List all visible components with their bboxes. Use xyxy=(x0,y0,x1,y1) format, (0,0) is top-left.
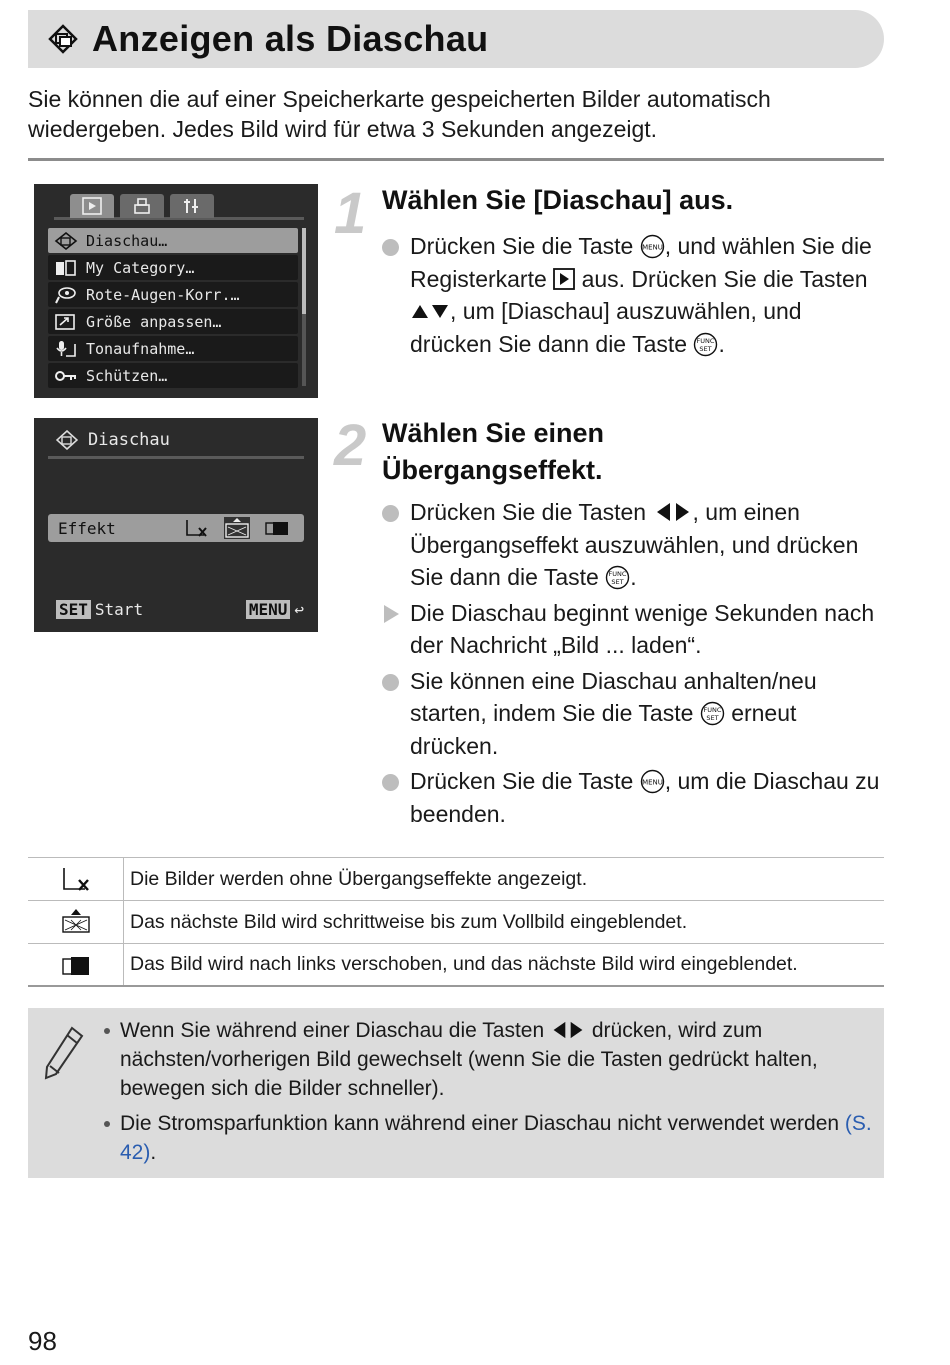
step-1-heading: Wählen Sie [Diaschau] aus. xyxy=(382,185,734,215)
playback-menu-list xyxy=(48,228,298,390)
step-2-bullet-3: Sie können eine Diaschau anhalten/neu starten, indem Sie die Taste FUNC SET erneut drücken. xyxy=(382,665,882,763)
step-number-2: 2 xyxy=(334,413,367,478)
bullet-dot xyxy=(382,774,399,791)
camera-menu-screen xyxy=(34,184,318,398)
slide-left-icon xyxy=(59,951,93,979)
left-right-arrows-icon xyxy=(550,1020,586,1040)
svg-text:FUNC: FUNC xyxy=(696,336,715,345)
step-2-bullet-1: Drücken Sie die Tasten , um einen Übergangseffekt auszuwählen, und drücken Sie dann die Taste FUNC SET . xyxy=(382,496,882,594)
menu-item-sound-memo: Tonaufnahme… xyxy=(48,336,298,361)
tab-settings xyxy=(170,194,214,218)
step-2-bullet-2: Die Diaschau beginnt wenige Sekunden nach der Nachricht „Bild ... laden“. xyxy=(382,597,882,662)
step-1-bullet: Drücken Sie die Taste MENU , und wählen Sie die Registerkarte aus. Drücken Sie die Tasten , um [Diaschau] auszuwählen, und drücken Sie dann die Taste FUNC SET . xyxy=(382,230,882,360)
svg-text:MENU: MENU xyxy=(641,243,663,252)
slideshow-icon xyxy=(54,232,78,250)
svg-text:FUNC: FUNC xyxy=(703,706,722,714)
menu-button-icon xyxy=(640,234,665,259)
svg-text:MENU: MENU xyxy=(641,778,663,787)
bullet-dot xyxy=(382,674,399,691)
svg-text:SET: SET xyxy=(699,344,713,353)
slideshow-footer: SET Start MENU ↩ xyxy=(56,600,304,619)
result-arrow xyxy=(384,605,399,623)
camera-slideshow-screen xyxy=(34,418,318,632)
intro-text: Sie können die auf einer Speicherkarte gespeicherten Bilder automatisch wiedergeben. Jedes Bild wird für etwa 3 Sekunden angezeigt. xyxy=(28,86,771,142)
menu-item-protect: Schützen… xyxy=(48,363,298,388)
no-effect-icon xyxy=(184,517,210,539)
note-list xyxy=(104,1016,874,1173)
page-number: 98 xyxy=(28,1326,57,1356)
table-row: Die Bilder werden ohne Übergangseffekte angezeigt. xyxy=(28,858,884,901)
step-number-1: 1 xyxy=(334,181,367,246)
print-tab-icon xyxy=(132,197,152,215)
svg-text:SET: SET xyxy=(706,714,719,722)
step-1-instructions xyxy=(382,230,882,363)
red-eye-icon xyxy=(54,286,78,304)
fade-in-icon xyxy=(224,517,250,539)
bullet-dot xyxy=(382,239,399,256)
step-2-heading: Wählen Sie einen Übergangseffekt. xyxy=(382,418,605,485)
step-2-instructions xyxy=(382,496,882,833)
svg-text:FUNC: FUNC xyxy=(608,570,627,578)
settings-tab-icon xyxy=(182,197,202,215)
fade-in-icon xyxy=(59,908,93,936)
menu-item-my-category: My Category… xyxy=(48,255,298,280)
tab-print xyxy=(120,194,164,218)
pencil-icon xyxy=(42,1024,86,1080)
menu-item-diaschau: Diaschau… xyxy=(48,228,298,253)
func-set-button-icon xyxy=(693,332,718,357)
slide-left-icon xyxy=(264,517,290,539)
menu-item-resize: Größe anpassen… xyxy=(48,309,298,334)
category-icon xyxy=(54,259,78,277)
effect-setting-row: Effekt xyxy=(48,514,304,542)
page-reference-link[interactable]: (S. 42) xyxy=(120,1112,872,1164)
slideshow-header: Diaschau xyxy=(56,430,170,450)
note-item-2: Die Stromsparfunktion kann während einer Diaschau nicht verwendet werden (S. 42). xyxy=(104,1109,874,1167)
menu-item-red-eye: Rote-Augen-Korr.… xyxy=(48,282,298,307)
divider xyxy=(48,456,304,459)
playback-tab-icon xyxy=(553,268,575,290)
table-row: Das nächste Bild wird schrittweise bis zum Vollbild eingeblendet. xyxy=(28,901,884,944)
effects-table xyxy=(28,857,884,987)
svg-text:SET: SET xyxy=(611,578,624,586)
slideshow-icon xyxy=(56,430,78,450)
menu-tabs xyxy=(54,194,304,220)
scrollbar-thumb xyxy=(302,228,306,314)
slideshow-icon xyxy=(48,24,78,54)
resize-icon xyxy=(54,313,78,331)
key-icon xyxy=(54,367,78,385)
step-2-bullet-4: Drücken Sie die Taste MENU , um die Diaschau zu beenden. xyxy=(382,765,882,830)
up-down-arrows-icon xyxy=(410,301,450,321)
section-title-bar xyxy=(28,10,884,68)
back-icon: ↩ xyxy=(294,600,304,619)
no-effect-icon xyxy=(59,865,93,893)
note-item-1: Wenn Sie während einer Diaschau die Tasten drücken, wird zum nächsten/vorherigen Bild gewechselt (wenn Sie die Tasten gedrückt halten, bewegen sich die Bilder schneller). xyxy=(104,1016,874,1103)
func-set-button-icon xyxy=(700,701,725,726)
note-box xyxy=(28,1008,884,1178)
left-right-arrows-icon xyxy=(653,501,693,523)
menu-scrollbar xyxy=(302,228,306,386)
menu-button-icon xyxy=(640,769,665,794)
microphone-icon xyxy=(54,340,78,358)
playback-tab-icon xyxy=(82,197,102,215)
menu-button-label: MENU xyxy=(246,600,291,619)
bullet-dot xyxy=(382,505,399,522)
set-button-label: SET xyxy=(56,600,91,619)
divider xyxy=(28,158,884,161)
page-title: Anzeigen als Diaschau xyxy=(92,18,489,59)
tab-playback xyxy=(70,194,114,218)
func-set-button-icon xyxy=(605,565,630,590)
table-row: Das Bild wird nach links verschoben, und das nächste Bild wird eingeblendet. xyxy=(28,944,884,987)
